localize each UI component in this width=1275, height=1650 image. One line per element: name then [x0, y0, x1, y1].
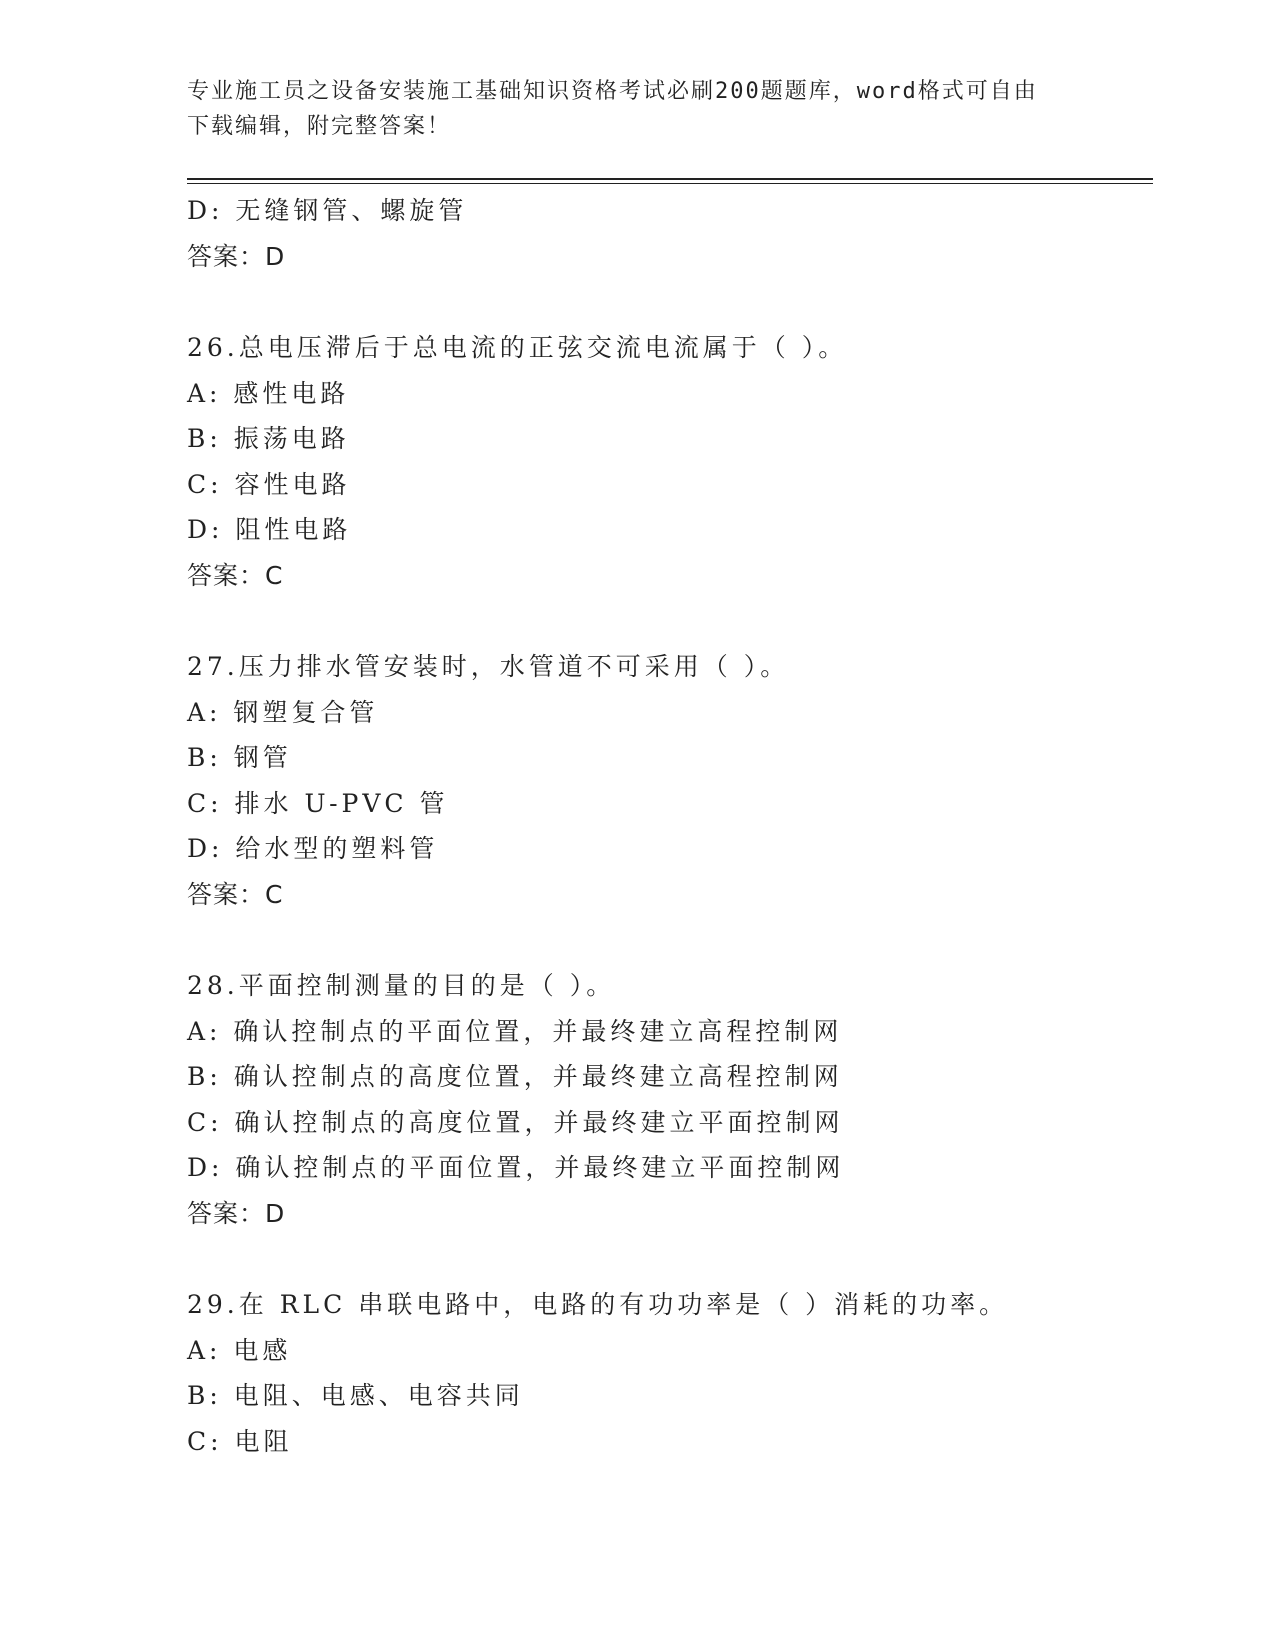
question-26: [187, 325, 1127, 598]
header-divider-thin: [187, 183, 1153, 184]
option-c: C: 确认控制点的高度位置，并最终建立平面控制网: [187, 1107, 844, 1137]
answer-line: 答案：C: [187, 560, 284, 590]
option-d: D: 阻性电路: [187, 515, 352, 544]
question-27: [187, 644, 1127, 917]
document-header: [187, 74, 1067, 144]
header-title-line-1: 专业施工员之设备安装施工基础知识资格考试必刷200题题库，word格式可自由: [187, 79, 1038, 104]
question-list: [187, 188, 1127, 1464]
option-d: D: 确认控制点的平面位置，并最终建立平面控制网: [187, 1153, 845, 1182]
question-stem: 27.压力排水管安装时，水管道不可采用（ ）。: [187, 652, 790, 681]
answer-line: 答案：D: [187, 1198, 286, 1228]
option-c: C: 容性电路: [187, 469, 351, 499]
spacer: [187, 598, 1127, 644]
option-a: A: 电感: [187, 1335, 292, 1365]
header-title-line-2: 下载编辑，附完整答案！: [187, 114, 452, 139]
option-b: B: 确认控制点的高度位置，并最终建立高程控制网: [187, 1062, 843, 1091]
option-b: B: 钢管: [187, 743, 292, 772]
option-a: A: 钢塑复合管: [187, 697, 379, 727]
question-stem: 26.总电压滞后于总电流的正弦交流电流属于（ ）。: [187, 333, 848, 362]
option-a: A: 确认控制点的平面位置，并最终建立高程控制网: [187, 1016, 843, 1046]
spacer: [187, 917, 1127, 963]
option-a: A: 感性电路: [187, 378, 350, 408]
option-c: C: 排水 U-PVC 管: [187, 788, 449, 818]
question-stem: 29.在 RLC 串联电路中，电路的有功功率是（ ）消耗的功率。: [187, 1290, 1009, 1319]
answer-line: 答案：D: [187, 241, 286, 271]
option-c: C: 电阻: [187, 1426, 293, 1456]
option-d: D: 无缝钢管、螺旋管: [187, 196, 468, 225]
header-divider-thick: [187, 178, 1153, 180]
spacer: [187, 279, 1127, 325]
question-28: [187, 963, 1127, 1236]
answer-line: 答案：C: [187, 879, 284, 909]
option-d: D: 给水型的塑料管: [187, 834, 439, 863]
question-stem: 28.平面控制测量的目的是（ ）。: [187, 971, 616, 1000]
option-b: B: 电阻、电感、电容共同: [187, 1381, 524, 1410]
previous-question-tail: [187, 188, 1127, 279]
option-b: B: 振荡电路: [187, 424, 350, 453]
question-29: [187, 1282, 1127, 1464]
spacer: [187, 1236, 1127, 1282]
